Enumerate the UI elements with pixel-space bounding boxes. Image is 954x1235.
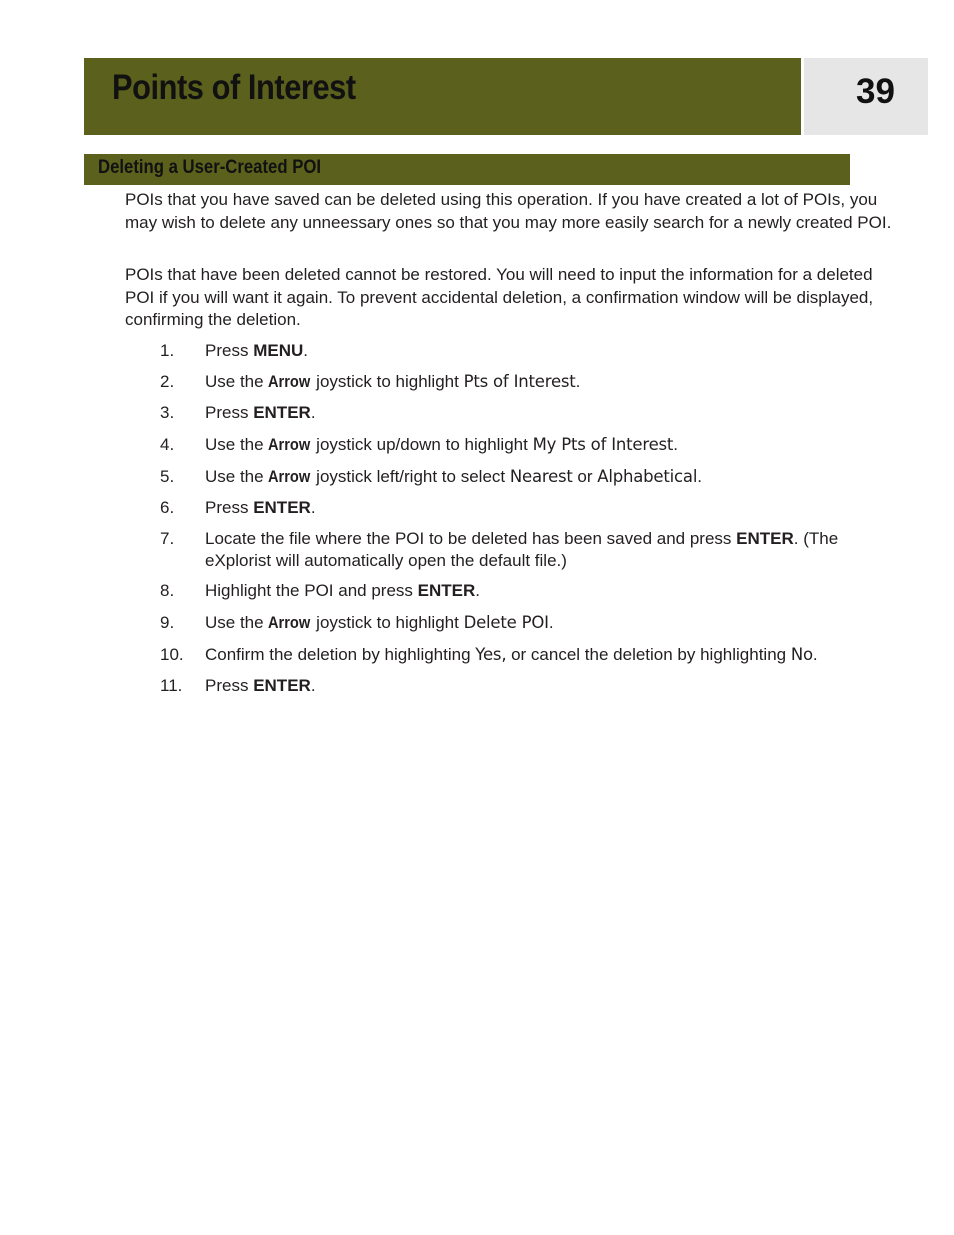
step-text: Highlight the POI and press ENTER. <box>205 581 480 600</box>
screen-option: Pts of Interest <box>463 372 576 391</box>
step-text: Press ENTER. <box>205 676 316 695</box>
intro-paragraph: POIs that you have saved can be deleted using this operation. If you have created a lot of POIs, you may wish to delete any unneessary ones so that you may more easily search for a newly created POI. <box>125 190 892 232</box>
key-name: MENU <box>253 341 304 360</box>
key-name: ENTER <box>736 529 794 548</box>
step-text: Press ENTER. <box>205 403 316 422</box>
step-text: Locate the file where the POI to be deleted has been saved and press ENTER. (The eXplorist will automatically open the default file.) <box>205 529 839 570</box>
step-text: Use the Arrow joystick to highlight Pts of Interest. <box>205 372 581 391</box>
step-text: Use the Arrow joystick to highlight Delete POI. <box>205 613 554 632</box>
section-header-bar <box>84 154 850 185</box>
page-number: 39 <box>856 72 895 111</box>
step-number: 3. <box>160 403 175 422</box>
step-number: 11. <box>160 676 183 695</box>
screen-option: Nearest <box>509 467 573 486</box>
step-number: 6. <box>160 498 175 517</box>
screen-option: Delete POI <box>463 613 549 632</box>
step-number: 9. <box>160 613 175 632</box>
step-number: 10. <box>160 645 184 664</box>
step-text: Confirm the deletion by highlighting Yes, or cancel the deletion by highlighting No. <box>205 645 818 664</box>
key-name: ENTER <box>253 676 311 695</box>
page-number-box <box>804 58 928 135</box>
screen-option: Alphabetical <box>597 467 698 486</box>
step-number: 1. <box>160 341 175 360</box>
step-number: 8. <box>160 581 175 600</box>
step-text: Press ENTER. <box>205 498 316 517</box>
step-number: 5. <box>160 467 175 486</box>
key-name: ENTER <box>253 403 311 422</box>
key-name: Arrow <box>268 467 311 486</box>
screen-option: No <box>790 645 813 664</box>
step-number: 2. <box>160 372 175 391</box>
section-title: Deleting a User-Created POI <box>98 157 322 178</box>
screen-option: My Pts of Interest <box>532 435 674 454</box>
step-text: Use the Arrow joystick left/right to select Nearest or Alphabetical. <box>205 467 702 486</box>
step-number: 4. <box>160 435 175 454</box>
chapter-header-bar <box>84 58 801 135</box>
key-name: ENTER <box>417 581 476 600</box>
step-text: Use the Arrow joystick up/down to highlight My Pts of Interest. <box>205 435 678 454</box>
warning-paragraph: POIs that have been deleted cannot be restored. You will need to input the information for a deleted POI if you will want it again. To prevent accidental deletion, a confirmation window will be displayed, confirming the deletion. <box>125 265 874 329</box>
key-name: Arrow <box>268 372 311 391</box>
step-text: Press MENU. <box>205 341 308 360</box>
step-number: 7. <box>160 529 175 548</box>
screen-option: Yes, <box>475 645 507 664</box>
key-name: Arrow <box>268 435 311 454</box>
chapter-title: Points of Interest <box>112 68 356 107</box>
key-name: ENTER <box>253 498 311 517</box>
key-name: Arrow <box>268 613 311 632</box>
